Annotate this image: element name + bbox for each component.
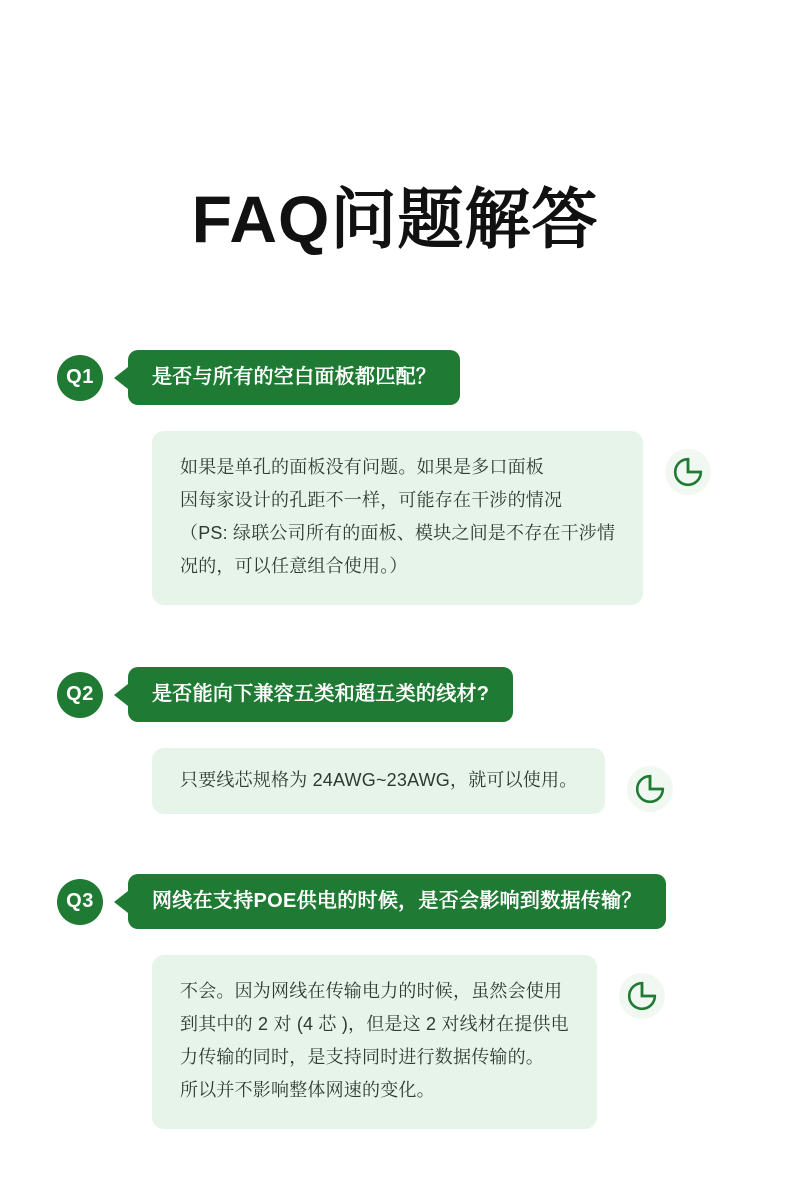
faq-question-badge: Q3 (57, 879, 103, 925)
faq-question-badge: Q2 (57, 672, 103, 718)
faq-answer-text (152, 431, 643, 605)
faq-answer-row (0, 748, 790, 814)
faq-answer-line: 所以并不影响整体网速的变化。 (180, 1080, 435, 1100)
page-title: FAQ问题解答 (191, 182, 599, 256)
faq-answer-text (152, 748, 605, 814)
faq-answer-line: 力传输的同时，是支持同时进行数据传输的。 (180, 1047, 544, 1067)
faq-question-text: 是否与所有的空白面板都匹配？ (128, 350, 460, 405)
faq-answer-line: （PS: 绿联公司所有的面板、模块之间是不存在干涉情 (180, 523, 616, 543)
faq-question-row (0, 874, 790, 929)
arrow-left-icon (114, 684, 128, 706)
arrow-left-icon (114, 891, 128, 913)
leaf-logo-icon (665, 449, 711, 495)
faq-list (0, 350, 790, 1129)
faq-answer-row (0, 955, 790, 1129)
faq-question-text: 是否能向下兼容五类和超五类的线材? (128, 667, 513, 722)
leaf-logo-icon (627, 766, 673, 812)
faq-answer-row (0, 431, 790, 605)
faq-item (0, 350, 790, 605)
faq-question-badge: Q1 (57, 355, 103, 401)
faq-answer-line: 因每家设计的孔距不一样，可能存在干涉的情况 (180, 490, 563, 510)
faq-answer-line: 只要线芯规格为 24AWG~23AWG，就可以使用。 (180, 770, 578, 790)
faq-question-text: 网线在支持POE供电的时候，是否会影响到数据传输？ (128, 874, 666, 929)
faq-question-row (0, 667, 790, 722)
faq-item (0, 667, 790, 814)
faq-answer-line: 如果是单孔的面板没有问题。如果是多口面板 (180, 457, 544, 477)
faq-item (0, 874, 790, 1129)
faq-answer-text (152, 955, 597, 1129)
faq-question-row (0, 350, 790, 405)
arrow-left-icon (114, 367, 128, 389)
faq-answer-line: 不会。因为网线在传输电力的时候，虽然会使用 (180, 981, 563, 1001)
faq-answer-line: 到其中的 2 对 (4 芯 )，但是这 2 对线材在提供电 (180, 1014, 569, 1034)
leaf-logo-icon (619, 973, 665, 1019)
faq-answer-line: 况的，可以任意组合使用。） (180, 556, 408, 576)
